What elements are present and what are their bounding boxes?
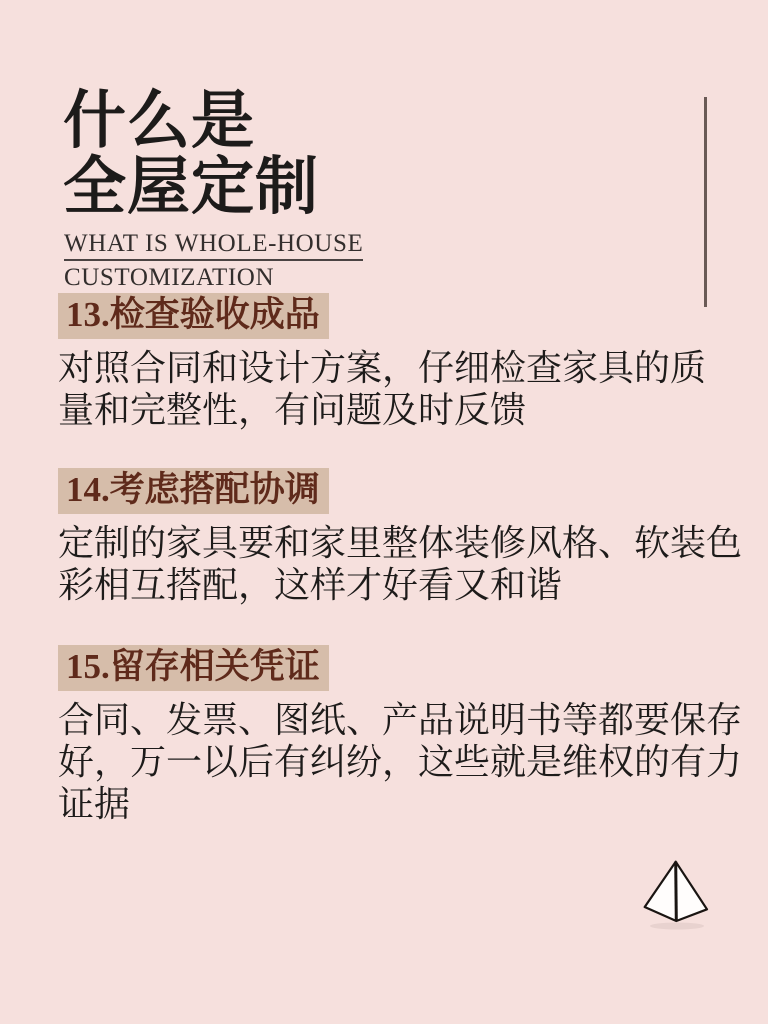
subtitle-text-2: CUSTOMIZATION xyxy=(64,265,274,295)
section-13 xyxy=(58,293,726,431)
section-14-body xyxy=(58,522,743,606)
section-15 xyxy=(58,645,743,825)
title-line-1: 什么是 xyxy=(63,86,255,156)
section-15-body xyxy=(58,699,743,825)
page-title xyxy=(63,88,319,220)
section-13-body xyxy=(58,347,726,431)
body-line: 量和完整性，有问题及时反馈 xyxy=(58,390,527,430)
section-15-heading: 15.留存相关凭证 xyxy=(58,645,329,691)
body-line: 彩相互搭配，这样才好看又和谐 xyxy=(58,565,563,605)
vertical-divider xyxy=(704,97,707,307)
title-line-2: 全屋定制 xyxy=(63,152,319,222)
body-line: 对照合同和设计方案，仔细检查家具的质 xyxy=(58,348,707,388)
subtitle-text-1: WHAT IS WHOLE-HOUSE xyxy=(64,231,363,261)
body-line: 好，万一以后有纠纷，这些就是维权的有力 xyxy=(58,742,743,782)
paper-plane-icon xyxy=(640,856,712,930)
subtitle-line-2 xyxy=(64,265,363,295)
page-subtitle xyxy=(64,231,363,299)
body-line: 证据 xyxy=(58,784,131,824)
section-14 xyxy=(58,468,743,606)
subtitle-line-1 xyxy=(64,231,363,261)
section-14-heading: 14.考虑搭配协调 xyxy=(58,468,329,514)
section-13-heading: 13.检查验收成品 xyxy=(58,293,329,339)
body-line: 合同、发票、图纸、产品说明书等都要保存 xyxy=(58,700,743,740)
body-line: 定制的家具要和家里整体装修风格、软装色 xyxy=(58,523,743,563)
